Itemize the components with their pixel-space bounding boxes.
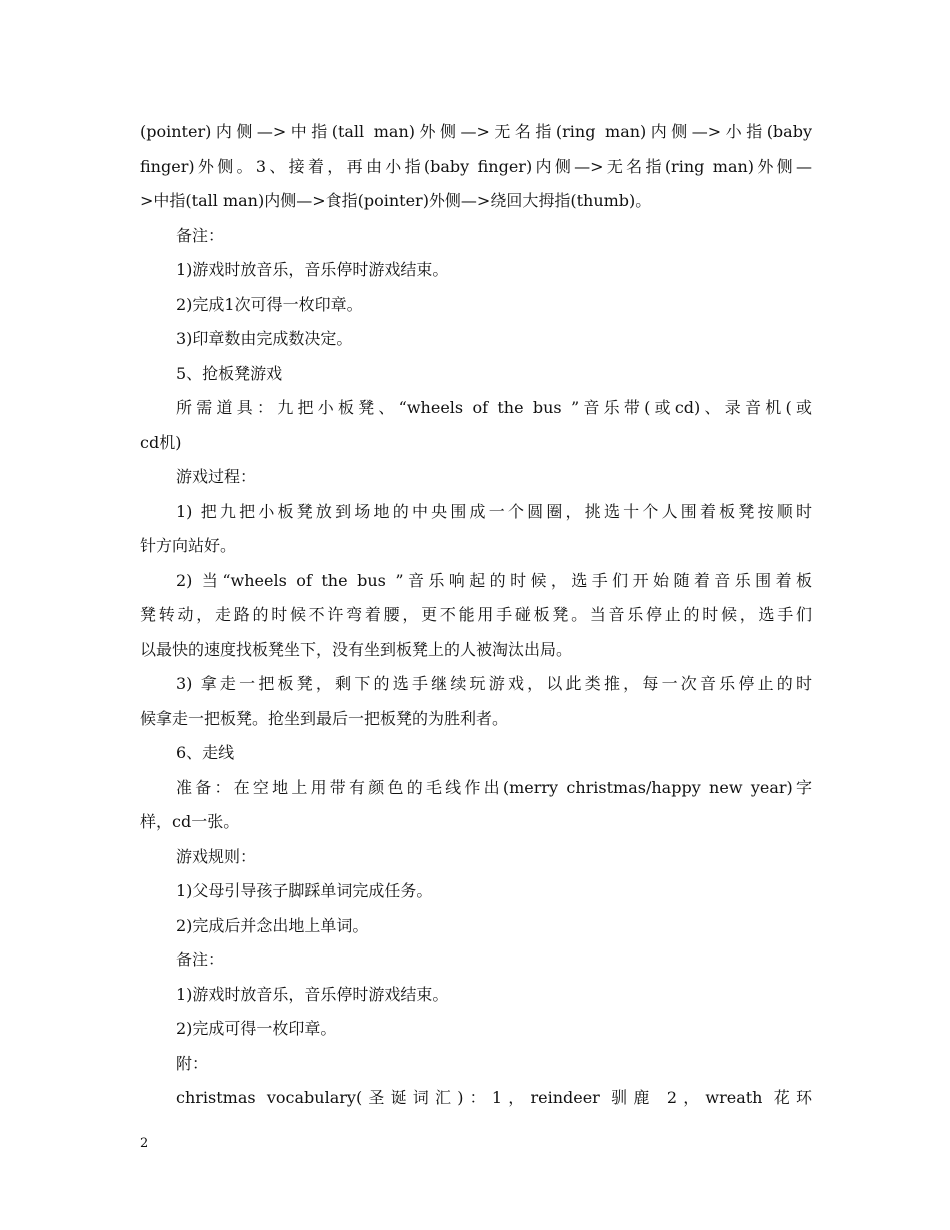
list-item: 1)父母引导孩子脚踩单词完成任务。 [176, 881, 433, 900]
section-heading: 5、抢板凳游戏 [176, 363, 283, 383]
text-line: christmas vocabulary(圣诞词汇)：1，reindeer 驯鹿 2，wreath 花环 [176, 1088, 812, 1107]
text-line: (pointer)内侧—>中指(tall man)外侧—>无名指(ring man)内侧—>小指(baby [140, 122, 812, 141]
list-item: 2)完成可得一枚印章。 [176, 1019, 337, 1038]
text-line: 凳转动，走路的时候不许弯着腰，更不能用手碰板凳。当音乐停止的时候，选手们 [140, 605, 812, 624]
page-number: 2 [140, 1136, 149, 1151]
text-line: 以最快的速度找板凳坐下，没有坐到板凳上的人被淘汰出局。 [140, 639, 573, 659]
text-line: 候拿走一把板凳。抢坐到最后一把板凳的为胜利者。 [140, 708, 509, 728]
section-heading: 6、走线 [176, 743, 235, 762]
subsection-heading: 游戏规则： [176, 846, 257, 866]
subsection-heading: 游戏过程： [176, 467, 257, 486]
text-line: cd机) [140, 432, 182, 452]
list-item: 1) 把九把小板凳放到场地的中央围成一个圆圈，挑选十个人围着板凳按顺时 [176, 501, 812, 521]
text-line: 样，cd一张。 [140, 812, 240, 831]
list-item: 3)印章数由完成数决定。 [176, 329, 353, 348]
note-heading: 备注： [176, 225, 225, 245]
list-item: 2) 当“wheels of the bus ”音乐响起的时候，选手们开始随着音乐围着板 [176, 570, 812, 590]
list-item: 1)游戏时放音乐，音乐停时游戏结束。 [176, 984, 449, 1004]
note-heading: 备注： [176, 950, 225, 969]
text-line: 准备：在空地上用带有颜色的毛线作出(merry christmas/happy new year)字 [176, 777, 812, 797]
text-line: 所需道具：九把小板凳、“wheels of the bus ”音乐带(或cd)、录音机(或 [176, 398, 812, 417]
list-item: 2)完成后并念出地上单词。 [176, 915, 369, 935]
list-item: 3) 拿走一把板凳，剩下的选手继续玩游戏，以此类推，每一次音乐停止的时 [176, 674, 812, 693]
text-line: 针方向站好。 [140, 536, 237, 555]
list-item: 2)完成1次可得一枚印章。 [176, 294, 363, 314]
text-line: >中指(tall man)内侧—>食指(pointer)外侧—>绕回大拇指(thumb)。 [140, 191, 652, 210]
list-item: 1)游戏时放音乐，音乐停时游戏结束。 [176, 260, 449, 279]
appendix-heading: 附： [176, 1053, 209, 1073]
text-line: finger)外侧。3、接着，再由小指(baby finger)内侧—>无名指(ring man)外侧— [140, 156, 812, 176]
document-body [140, 115, 812, 1116]
